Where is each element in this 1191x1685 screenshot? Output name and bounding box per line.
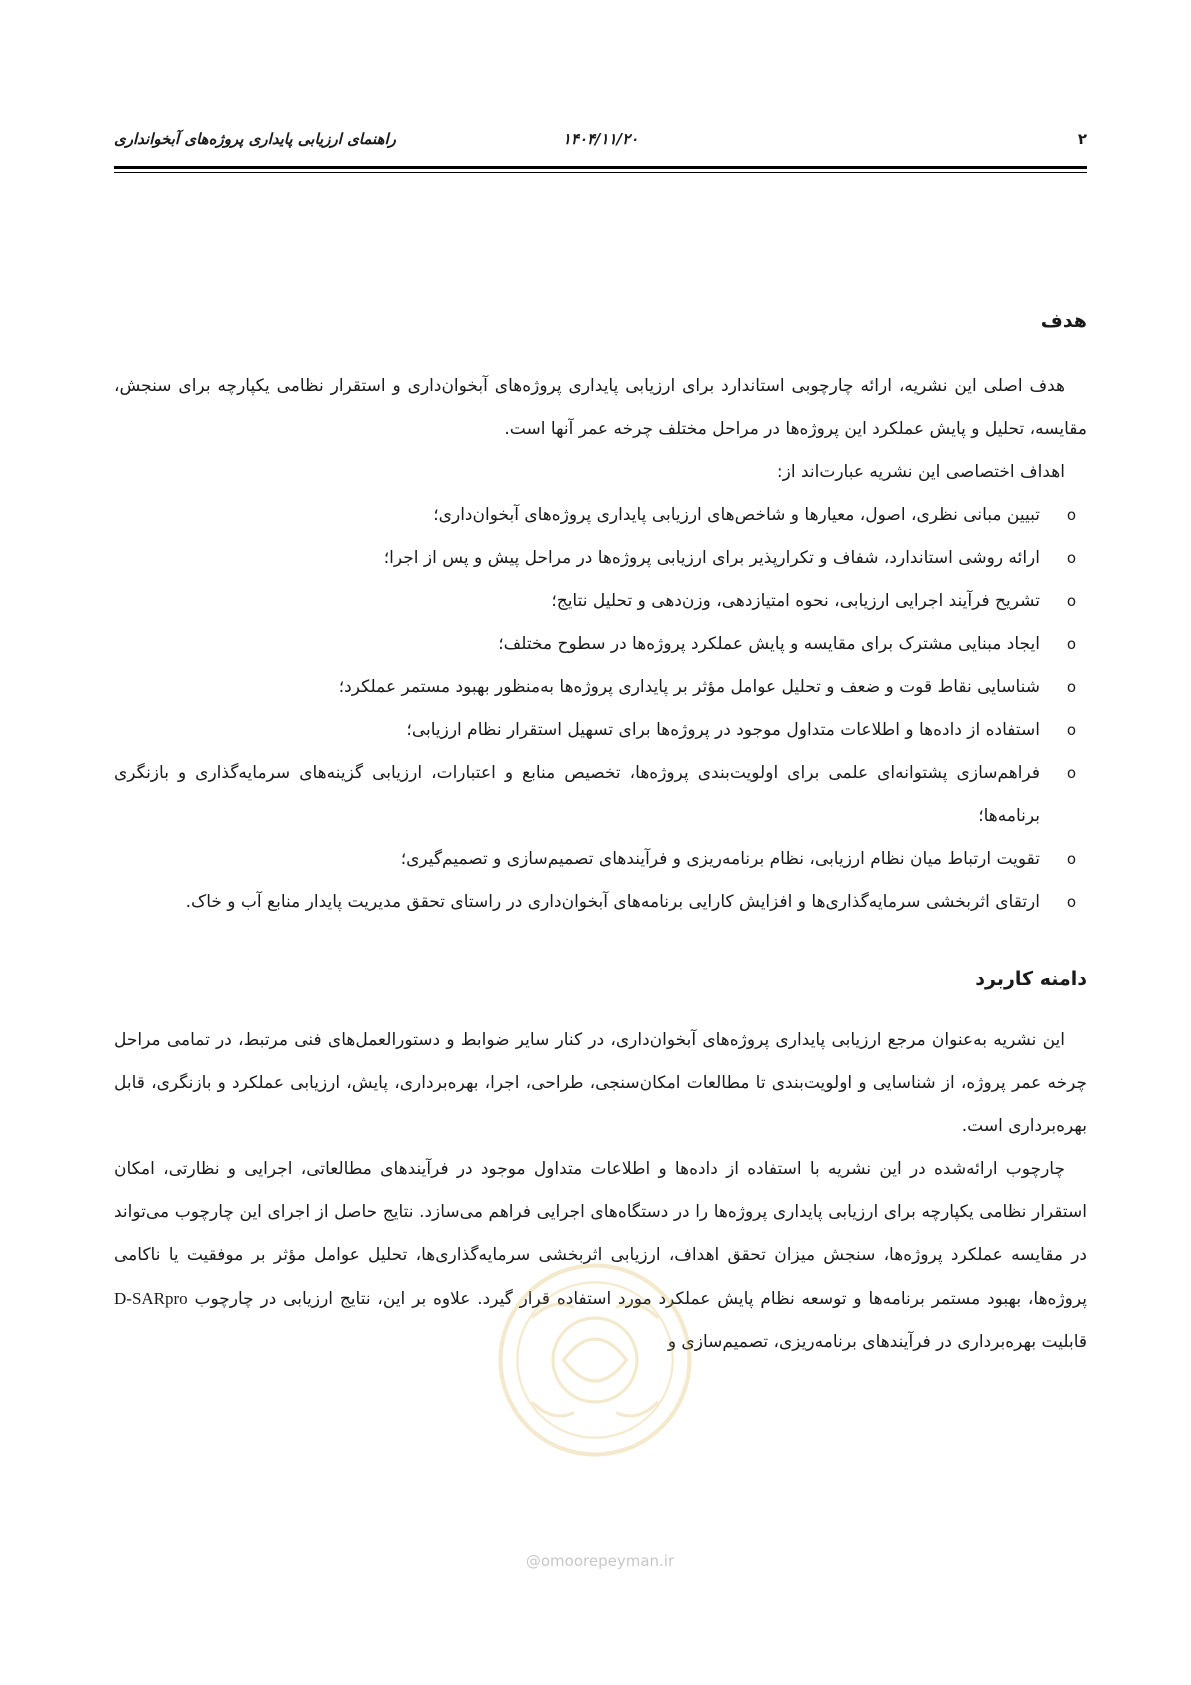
list-item: o ایجاد مبنایی مشترک برای مقایسه و پایش عملکرد پروژه‌ها در سطوح مختلف؛ xyxy=(114,623,1087,666)
page-number: ۲ xyxy=(1077,130,1087,148)
running-header xyxy=(114,128,1087,154)
goal-list-intro: اهداف اختصاصی این نشریه عبارت‌اند از: xyxy=(776,462,1065,482)
goal-intro-paragraph: هدف اصلی این نشریه، ارائه چارچوبی استاندارد برای ارزیابی پایداری پروژه‌های آبخوان‌داری و استقرار نظامی یکپارچه برای سنجش، مقایسه، تحلیل و پایش عملکرد این پروژه‌ها در مراحل مختلف چرخه عمر آنها است. xyxy=(114,376,1087,439)
list-item: o ارائه روشی استاندارد، شفاف و تکرارپذیر برای ارزیابی پروژه‌ها در مراحل پیش و پس از اجرا؛ xyxy=(114,537,1087,580)
section-heading-scope: دامنه کاربرد xyxy=(975,968,1087,990)
header-date: ۱۴۰۴/۱۱/۲۰ xyxy=(562,130,639,148)
bullet-circle-icon: o xyxy=(1066,549,1076,567)
list-item: o استفاده از داده‌ها و اطلاعات متداول موجود در پروژه‌ها برای تسهیل استقرار نظام ارزیابی؛ xyxy=(114,709,1087,752)
bullet-circle-icon: o xyxy=(1066,850,1076,868)
bullet-circle-icon: o xyxy=(1066,592,1076,610)
header-document-title: راهنمای ارزیابی پایداری پروژه‌های آبخوانداری xyxy=(114,130,396,148)
header-rule-thick xyxy=(114,166,1087,169)
watermark-text: @omoorepeyman.ir xyxy=(525,1552,675,1570)
bullet-circle-icon: o xyxy=(1066,893,1076,911)
list-item: o تقویت ارتباط میان نظام ارزیابی، نظام برنامه‌ریزی و فرآیندهای تصمیم‌سازی و تصمیم‌گیری؛ xyxy=(114,838,1087,881)
header-rule-thin xyxy=(114,172,1087,173)
section-heading-goal: هدف xyxy=(1040,310,1087,332)
bullet-circle-icon: o xyxy=(1066,678,1076,696)
body-content xyxy=(114,300,1087,1364)
list-item: o ارتقای اثربخشی سرمایه‌گذاری‌ها و افزایش کارایی برنامه‌های آبخوان‌داری در راستای تحقق مدیریت پایدار منابع آب و خاک. xyxy=(114,881,1087,924)
list-item: o تشریح فرآیند اجرایی ارزیابی، نحوه امتیازدهی، وزن‌دهی و تحلیل نتایج؛ xyxy=(114,580,1087,623)
list-item: o شناسایی نقاط قوت و ضعف و تحلیل عوامل مؤثر بر پایداری پروژه‌ها به‌منظور بهبود مستمر عملکرد؛ xyxy=(114,666,1087,709)
framework-name: D-SARpro xyxy=(114,1289,188,1308)
list-item: o فراهم‌سازی پشتوانه‌ای علمی برای اولویت‌بندی پروژه‌ها، تخصیص منابع و اعتبارات، ارزیابی گزینه‌های سرمایه‌گذاری و بازنگری برنامه‌ها؛ xyxy=(114,752,1087,838)
bullet-circle-icon: o xyxy=(1066,506,1076,524)
bullet-circle-icon: o xyxy=(1066,721,1076,739)
goal-objectives-list xyxy=(114,494,1087,924)
scope-paragraph-1: این نشریه به‌عنوان مرجع ارزیابی پایداری پروژه‌های آبخوان‌داری، در کنار سایر ضوابط و دستورالعمل‌های فنی مرتبط، در تمامی مراحل چرخه عمر پروژه، از شناسایی و اولویت‌بندی تا مطالعات امکان‌سنجی، طراحی، اجرا، بهره‌برداری، پایش، ارزیابی عملکرد و بازنگری، قابل بهره‌برداری است. xyxy=(114,1030,1087,1136)
bullet-circle-icon: o xyxy=(1066,764,1076,782)
scope-paragraph-2: چارچوب ارائه‌شده در این نشریه با استفاده از داده‌ها و اطلاعات متداول موجود در فرآیندهای مطالعاتی، اجرایی و نظارتی، امکان استقرار نظامی یکپارچه برای ارزیابی پایداری پروژه‌ها را در دستگاه‌های اجرایی فراهم می‌سازد. نتایج حاصل از اجرای این چارچوب می‌تواند در مقایسه عملکرد پروژه‌ها، سنجش میزان تحقق اهداف، ارزیابی اثربخشی سرمایه‌گذاری‌ها، تحلیل عوامل مؤثر بر موفقیت یا ناکامی پروژه‌ها، بهبود مستمر برنامه‌ها و توسعه نظام پایش عملکرد مورد استفاده قرار گیرد. علاوه بر این، نتایج ارزیابی در چارچوب D-SARpro قابلیت بهره‌برداری در فرآیندهای برنامه‌ریزی، تصمیم‌سازی و xyxy=(114,1159,1087,1352)
bullet-circle-icon: o xyxy=(1066,635,1076,653)
list-item: o تبیین مبانی نظری، اصول، معیارها و شاخص‌های ارزیابی پایداری پروژه‌های آبخوان‌داری؛ xyxy=(114,494,1087,537)
